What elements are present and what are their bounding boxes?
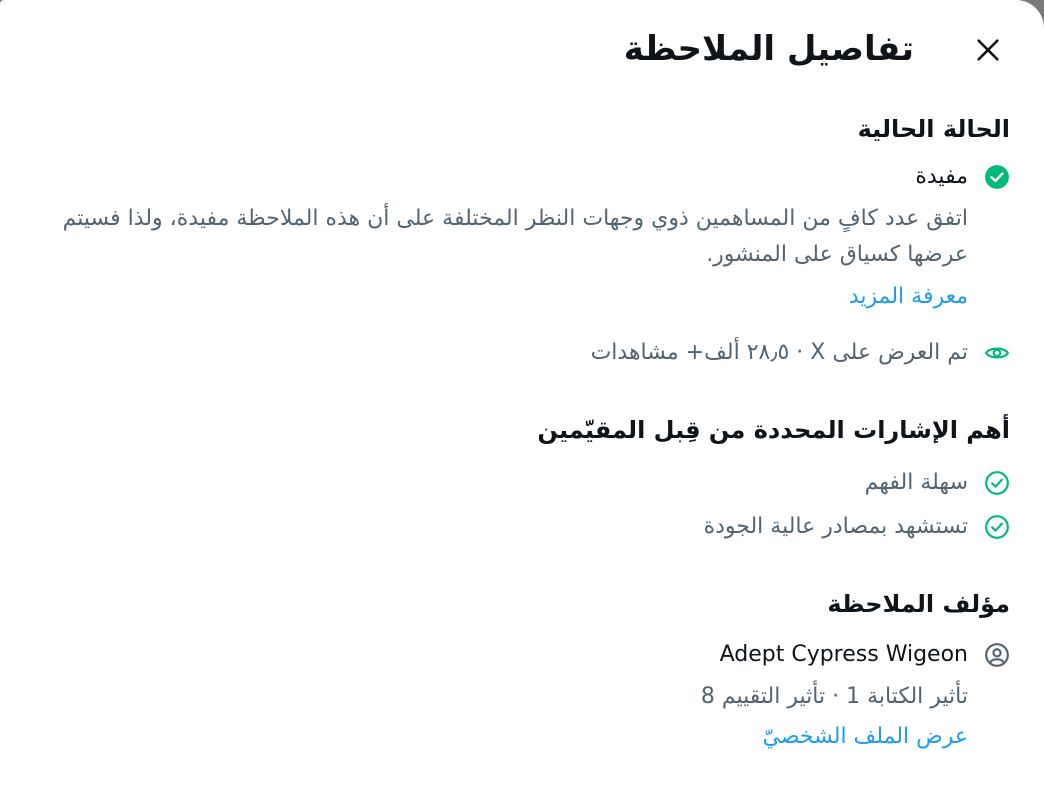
learn-more-link[interactable]: معرفة المزيد	[848, 284, 968, 309]
close-button[interactable]	[968, 30, 1008, 70]
status-label: مفيدة	[915, 164, 968, 189]
status-row	[60, 161, 1010, 193]
status-description-block	[60, 201, 1010, 315]
close-icon	[974, 36, 1002, 64]
signal-item	[60, 511, 1010, 543]
user-circle-icon	[984, 642, 1010, 668]
rater-signals-section	[60, 413, 1010, 543]
rater-signals-heading: أهم الإشارات المحددة من قِبل المقيّمين	[537, 416, 1010, 444]
author-details	[60, 681, 1010, 755]
views-row	[60, 337, 1010, 369]
status-description: اتفق عدد كافٍ من المساهمين ذوي وجهات النظر المختلفة على أن هذه الملاحظة مفيدة، ولذا فسيتم عرضها كسياق على المنشور.	[62, 206, 968, 267]
check-circle-filled-icon	[984, 164, 1010, 190]
check-circle-outline-icon	[984, 470, 1010, 496]
dialog-content	[60, 112, 1010, 755]
author-row	[60, 639, 1010, 671]
views-text: تم العرض على X · ٢٨٫٥ ألف+ مشاهدات	[590, 340, 968, 365]
eye-icon	[984, 340, 1010, 366]
author-impact: تأثير الكتابة 1 · تأثير التقييم 8	[700, 684, 968, 709]
current-status-heading: الحالة الحالية	[857, 115, 1010, 143]
note-author-heading: مؤلف الملاحظة	[827, 590, 1010, 618]
note-author-section	[60, 587, 1010, 755]
check-circle-outline-icon	[984, 514, 1010, 540]
view-profile-link[interactable]: عرض الملف الشخصيّ	[762, 724, 968, 749]
signal-label: سهلة الفهم	[864, 470, 968, 495]
signal-label: تستشهد بمصادر عالية الجودة	[703, 514, 968, 539]
dialog-header	[24, 24, 1008, 76]
signal-item	[60, 467, 1010, 499]
current-status-section	[60, 112, 1010, 369]
author-name: Adept Cypress Wigeon	[719, 642, 968, 667]
dialog-title: تفاصيل الملاحظة	[623, 29, 914, 69]
